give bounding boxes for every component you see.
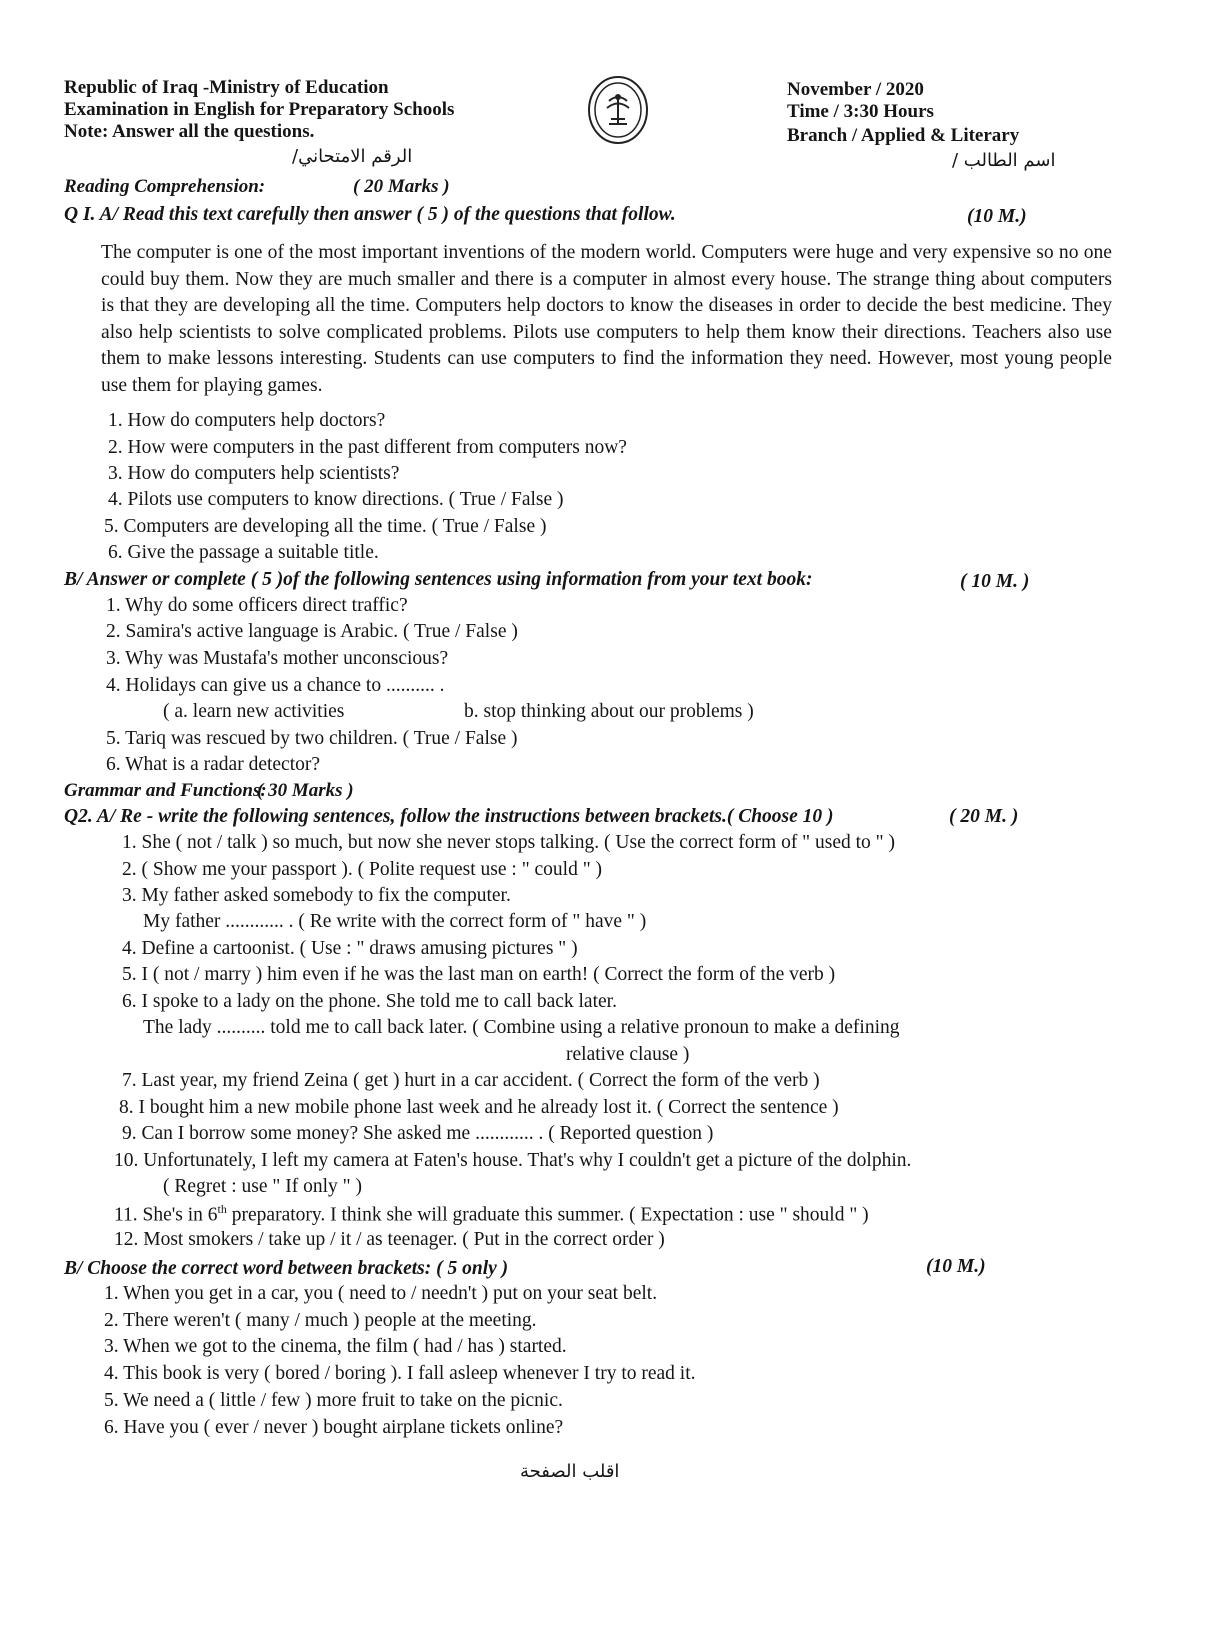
reading-passage: The computer is one of the most important inventions of the modern world. Computers were huge and very expensive so no one could buy them. Now they are much smaller and there is a computer in almost every house. The strange thing about computers is that they are developing all the time. Computers help doctors to know the diseases in order to decide the best medicine. They also help scientists to solve complicated problems. Pilots use computers to help them know their directions. Teachers also use them to make lessons interesting. Students can use computers to find the information they need. However, most young people use them for playing games. — [101, 242, 1112, 396]
q1a-question-2: 2. How were computers in the past different from computers now? — [108, 437, 627, 458]
reading-section-marks: ( 20 Marks ) — [353, 176, 450, 197]
q2a-item-12: 12. Most smokers / take up / it / as teenager. ( Put in the correct order ) — [114, 1229, 665, 1250]
q2a-item-10: 10. Unfortunately, I left my camera at Faten's house. That's why I couldn't get a picture of the dolphin. — [114, 1150, 912, 1171]
q1a-question-6: 6. Give the passage a suitable title. — [108, 542, 379, 563]
q2a-item-10-instruction: ( Regret : use " If only " ) — [163, 1176, 362, 1197]
q2a-item-7: 7. Last year, my friend Zeina ( get ) hurt in a car accident. ( Correct the form of the verb ) — [122, 1070, 820, 1091]
q2a-item-3: 3. My father asked somebody to fix the computer. — [122, 885, 511, 906]
q2a-item-2: 2. ( Show me your passport ). ( Polite request use : " could " ) — [122, 859, 603, 880]
q2a-item-11 — [114, 1202, 869, 1227]
q1b-item-6: 6. What is a radar detector? — [106, 754, 321, 775]
grammar-section-title: Grammar and Functions: — [64, 780, 267, 801]
q1b-item-4-option-a: ( a. learn new activities — [163, 701, 345, 722]
q1b-item-4-option-b: b. stop thinking about our problems ) — [464, 701, 754, 722]
q1b-item-4: 4. Holidays can give us a chance to .......... . — [106, 675, 445, 696]
header-branch: Branch / Applied & Literary — [787, 125, 1020, 146]
q1a-question-1: 1. How do computers help doctors? — [108, 410, 386, 431]
q2b-marks: (10 M.) — [926, 1256, 986, 1277]
q1b-item-3: 3. Why was Mustafa's mother unconscious? — [106, 648, 449, 669]
q1b-item-5: 5. Tariq was rescued by two children. ( True / False ) — [106, 728, 518, 749]
grammar-section-marks: ( 30 Marks ) — [257, 780, 354, 801]
q2a-item-11-start: 11. She's in 6 — [114, 1204, 218, 1226]
q2b-item-1: 1. When you get in a car, you ( need to / needn't ) put on your seat belt. — [104, 1283, 658, 1304]
q2a-marks: ( 20 M. ) — [949, 806, 1019, 827]
turn-page-note: اقلب الصفحة — [520, 1461, 620, 1482]
q2a-item-11-superscript: th — [217, 1202, 227, 1216]
q2a-item-1: 1. She ( not / talk ) so much, but now she never stops talking. ( Use the correct form of " used to " ) — [122, 832, 896, 853]
q1a-marks: (10 M.) — [967, 206, 1027, 227]
q1b-item-2: 2. Samira's active language is Arabic. ( True / False ) — [106, 621, 518, 642]
q1a-question-3: 3. How do computers help scientists? — [108, 463, 400, 484]
q1b-heading: B/ Answer or complete ( 5 )of the following sentences using information from your text book: — [64, 569, 813, 590]
q2a-item-3-prompt: My father ............ . ( Re write with the correct form of " have " ) — [143, 911, 647, 932]
header-exam-title: Examination in English for Preparatory Schools — [64, 99, 455, 120]
q2b-item-3: 3. When we got to the cinema, the film ( had / has ) started. — [104, 1336, 567, 1357]
reading-section-title: Reading Comprehension: — [64, 176, 266, 197]
q2a-item-4: 4. Define a cartoonist. ( Use : " draws amusing pictures " ) — [122, 938, 578, 959]
exam-number-label: الرقم الامتحاني/ — [292, 146, 413, 167]
ministry-seal-icon — [587, 75, 649, 145]
header-ministry-line: Republic of Iraq -Ministry of Education — [64, 77, 389, 98]
header-time: Time / 3:30 Hours — [787, 101, 934, 122]
q2a-heading: Q2. A/ Re - write the following sentences, follow the instructions between brackets.( Choose 10 ) — [64, 806, 834, 827]
q2a-item-11-end: preparatory. I think she will graduate this summer. ( Expectation : use " should " ) — [226, 1204, 869, 1226]
header-note: Note: Answer all the questions. — [64, 121, 315, 142]
q2b-item-5: 5. We need a ( little / few ) more fruit to take on the picnic. — [104, 1390, 563, 1411]
q1a-question-4: 4. Pilots use computers to know directions. ( True / False ) — [108, 489, 564, 510]
q1a-heading: Q I. A/ Read this text carefully then answer ( 5 ) of the questions that follow. — [64, 204, 676, 225]
q2b-heading: B/ Choose the correct word between brackets: ( 5 only ) — [64, 1258, 509, 1279]
q2a-item-8: 8. I bought him a new mobile phone last week and he already lost it. ( Correct the sentence ) — [119, 1097, 839, 1118]
q1b-item-1: 1. Why do some officers direct traffic? — [106, 595, 408, 616]
q2a-item-9: 9. Can I borrow some money? She asked me ............ . ( Reported question ) — [122, 1123, 714, 1144]
q2a-item-5: 5. I ( not / marry ) him even if he was the last man on earth! ( Correct the form of the verb ) — [122, 964, 836, 985]
header-date: November / 2020 — [787, 79, 924, 100]
q2b-item-4: 4. This book is very ( bored / boring ). I fall asleep whenever I try to read it. — [104, 1363, 696, 1384]
q1a-question-5: 5. Computers are developing all the time. ( True / False ) — [104, 516, 547, 537]
q1b-marks: ( 10 M. ) — [960, 571, 1030, 592]
q2b-item-6: 6. Have you ( ever / never ) bought airplane tickets online? — [104, 1417, 564, 1438]
q2a-item-6-prompt: The lady .......... told me to call back later. ( Combine using a relative pronoun to make a defining — [143, 1017, 900, 1038]
student-name-label: اسم الطالب / — [952, 150, 1056, 171]
q2a-item-6-prompt-cont: relative clause ) — [566, 1044, 690, 1065]
q2b-item-2: 2. There weren't ( many / much ) people at the meeting. — [104, 1310, 537, 1331]
q2a-item-6: 6. I spoke to a lady on the phone. She told me to call back later. — [122, 991, 617, 1012]
